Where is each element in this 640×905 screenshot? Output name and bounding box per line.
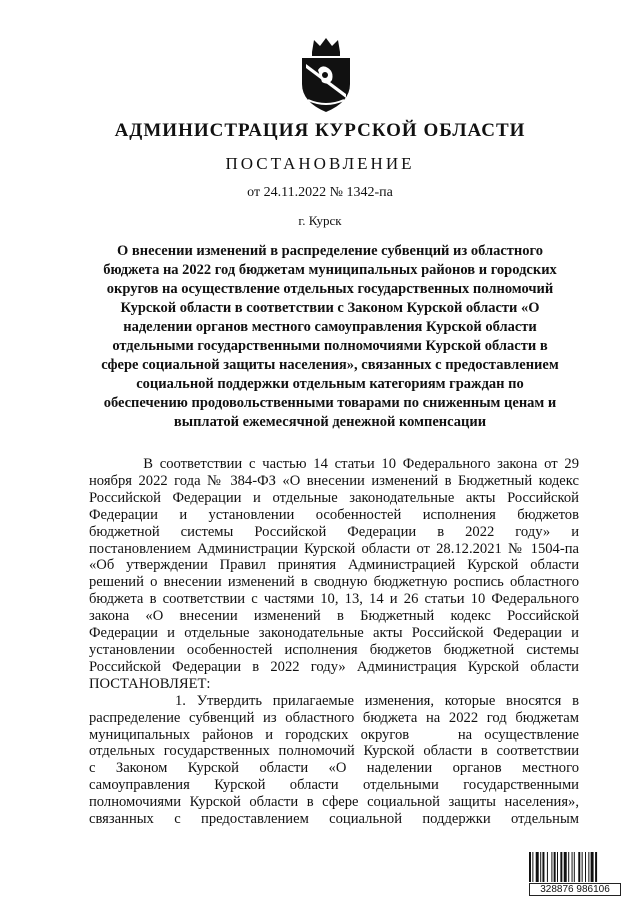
document-type: ПОСТАНОВЛЕНИЕ (225, 154, 415, 173)
title-line: округов на осуществление отдельных государственных полномочий (106, 281, 554, 297)
document-barcode (529, 852, 621, 896)
body-line: Федерации и отдельные законодательные акты Российской Федерации и (89, 625, 579, 642)
body-line: установлении особенностей исполнения бюджетов бюджетной системы (89, 641, 579, 658)
body-line: с Законом Курской области «О наделении органов местного (89, 760, 579, 777)
document-body (89, 456, 579, 828)
body-line: решений о внесении изменений в сводную бюджетную роспись областного (89, 574, 579, 591)
body-line: распределение субвенций из областного бюджета на 2022 год бюджетам (89, 709, 579, 726)
title-line: О внесении изменений в распределение субвенций из областного (116, 243, 543, 259)
body-line: В соответствии с частью 14 статьи 10 Федерального закона от 29 (89, 456, 579, 472)
body-line: самоуправления Курской области отдельными государственными (89, 777, 579, 794)
body-line: Федерации и установлении особенностей исполнения бюджетов (89, 506, 579, 523)
body-line: муниципальных районов и городских округов на осуществление (89, 726, 579, 743)
body-line: Российской Федерации и отдельные законодательные акты Российской (89, 489, 579, 506)
document-title (80, 242, 580, 432)
body-line: 1. Утвердить прилагаемые изменения, которые вносятся в (89, 692, 579, 709)
title-line: наделении органов местного самоуправления Курской области (123, 319, 537, 335)
body-line: Российской Федерации в 2022 году» Администрация Курской области (89, 658, 579, 675)
document-date-number: от 24.11.2022 № 1342-па (247, 185, 393, 200)
organization-name: АДМИНИСТРАЦИЯ КУРСКОЙ ОБЛАСТИ (114, 120, 526, 141)
document-place: г. Курск (298, 213, 342, 228)
kursk-coat-of-arms-icon (294, 36, 358, 114)
title-line: выплатой ежемесячной денежной компенсации (173, 414, 487, 430)
body-line: отдельных государственных полномочий Курской области в соответствии (89, 743, 579, 760)
body-line: «Об утверждении Правил принятия Администрацией Курской области (89, 557, 579, 574)
title-line: бюджета на 2022 год бюджетам муниципальных районов и городских (103, 262, 557, 278)
title-line: обеспечению продовольственными товарами по сниженным ценам и (103, 395, 557, 411)
barcode-number: 328876 986106 (529, 883, 621, 896)
body-line: полномочиями Курской области в сфере социальной защиты населения», (89, 794, 579, 811)
body-line: постановлением Администрации Курской области от 28.12.2021 № 1504-па (89, 540, 579, 557)
body-line: бюджета в соответствии с частями 10, 13, 14 и 26 статьи 10 Федерального (89, 591, 579, 608)
barcode-icon (529, 852, 621, 882)
body-line: закона «О внесении изменений в Бюджетный кодекс Российской (89, 608, 579, 625)
title-line: социальной поддержки отдельным категориям граждан по (136, 376, 524, 392)
body-line: ноября 2022 года № 384-ФЗ «О внесении изменений в Бюджетный кодекс (89, 472, 579, 489)
body-line: бюджетной системы Российской Федерации в 2022 году» и (89, 523, 579, 540)
body-line: связанных с предоставлением социальной поддержки отдельным (89, 811, 579, 828)
body-line: ПОСТАНОВЛЯЕТ: (89, 675, 211, 692)
title-line: сфере социальной защиты населения», связанных с предоставлением (101, 357, 559, 373)
title-line: отдельными государственными полномочиями Курской области в (112, 338, 548, 354)
title-line: Курской области в соответствии с Законом Курской области «О (120, 300, 540, 316)
